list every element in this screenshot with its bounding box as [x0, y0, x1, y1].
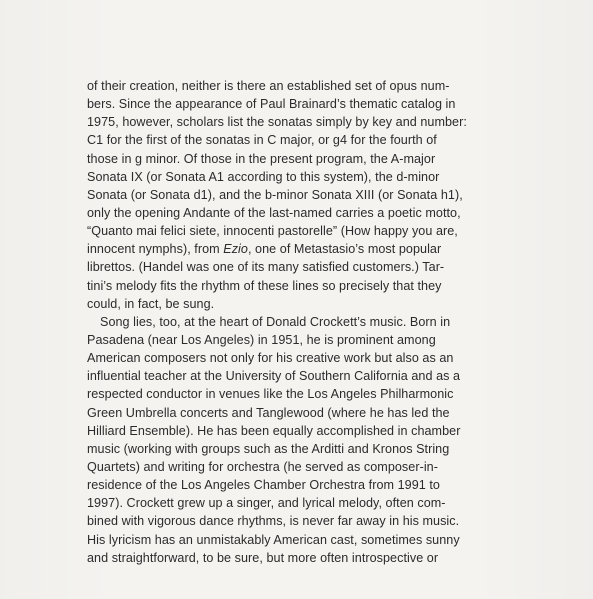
text-line: Song lies, too, at the heart of Donald Crockett’s music. Born in	[100, 314, 451, 329]
text-line: librettos. (Handel was one of its many satisfied customers.) Tar-	[87, 260, 445, 275]
text-line: tini’s melody fits the rhythm of these lines so precisely that they	[87, 278, 442, 293]
text-line: residence of the Los Angeles Chamber Orchestra from 1991 to	[87, 478, 440, 493]
text-segment: innocent nymphs), from	[87, 242, 224, 257]
body-text	[87, 77, 515, 567]
text-line: “Quanto mai felici siete, innocenti pastorelle” (How happy you are,	[87, 224, 458, 239]
text-line-with-title	[87, 240, 515, 258]
text-line: influential teacher at the University of Southern California and as a	[87, 369, 461, 384]
text-line: Pasadena (near Los Angeles) in 1951, he is prominent among	[87, 332, 436, 347]
text-line: 1997). Crockett grew up a singer, and lyrical melody, often com-	[87, 496, 446, 511]
text-line: could, in fact, be sung.	[87, 296, 215, 311]
text-line: C1 for the first of the sonatas in C major, or g4 for the fourth of	[87, 133, 437, 148]
text-line: Quartets) and writing for orchestra (he served as composer-in-	[87, 459, 438, 474]
text-line: Green Umbrella concerts and Tanglewood (where he has led the	[87, 405, 450, 420]
text-line: bined with vigorous dance rhythms, is never far away in his music.	[87, 514, 460, 529]
text-line: only the opening Andante of the last-named carries a poetic motto,	[87, 205, 461, 220]
text-line: respected conductor in venues like the Los Angeles Philharmonic	[87, 387, 454, 402]
text-line: American composers not only for his creative work but also as an	[87, 351, 454, 366]
text-line: His lyricism has an unmistakably American cast, sometimes sunny	[87, 532, 460, 547]
text-line: Hilliard Ensemble). He has been equally accomplished in chamber	[87, 423, 461, 438]
text-line: 1975, however, scholars list the sonatas simply by key and number:	[87, 115, 467, 130]
text-line: those in g minor. Of those in the present program, the A-major	[87, 151, 436, 166]
text-line: music (working with groups such as the Arditti and Kronos String	[87, 441, 450, 456]
text-segment: , one of Metastasio’s most popular	[247, 242, 442, 257]
paragraph-1	[87, 77, 515, 313]
text-line: Sonata IX (or Sonata A1 according to this system), the d-minor	[87, 169, 440, 184]
text-line: and straightforward, to be sure, but more often introspective or	[87, 550, 439, 565]
paragraph-2	[87, 313, 515, 567]
text-line: of their creation, neither is there an established set of opus num-	[87, 79, 450, 93]
opera-title: Ezio	[223, 242, 248, 257]
text-line: Sonata (or Sonata d1), and the b-minor Sonata XIII (or Sonata h1),	[87, 187, 463, 202]
text-line: bers. Since the appearance of Paul Brainard’s thematic catalog in	[87, 97, 456, 112]
